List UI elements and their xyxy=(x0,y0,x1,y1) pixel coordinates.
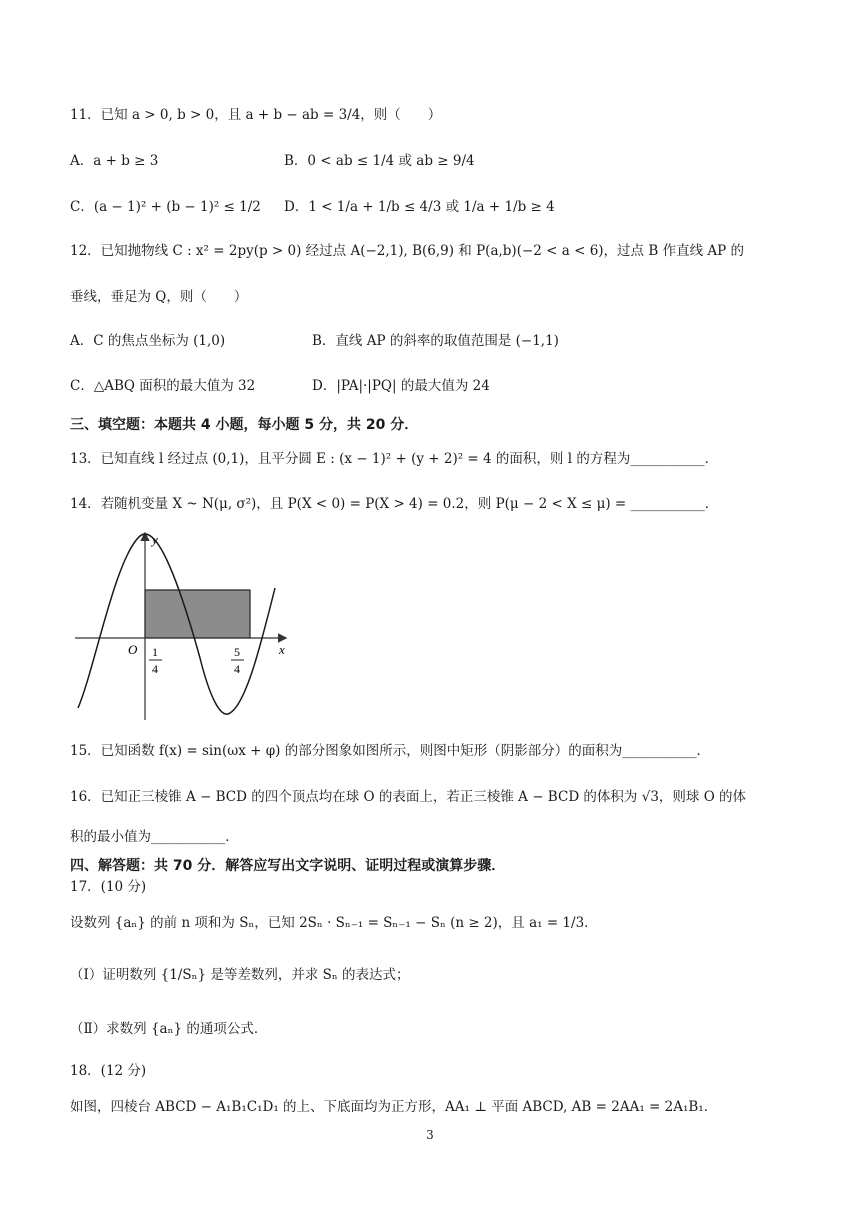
shaded-rectangle xyxy=(145,590,250,638)
page-number: 3 xyxy=(426,1128,434,1142)
origin-label: O xyxy=(128,642,138,657)
q12-stem-line2: 垂线，垂足为 Q，则（ ） xyxy=(70,289,248,305)
tick-five-quarters-numerator: 5 xyxy=(234,645,240,659)
x-axis-label: x xyxy=(279,642,285,657)
tick-quarter-denominator: 4 xyxy=(152,662,158,676)
q11-option-b: B．0 < ab ≤ 1/4 或 ab ≥ 9/4 xyxy=(284,153,475,169)
q12-option-d: D．|PA|·|PQ| 的最大值为 24 xyxy=(312,378,490,394)
section-fill-in-heading: 三、填空题：本题共 4 小题，每小题 5 分，共 20 分． xyxy=(70,417,419,433)
q11-option-d: D．1 < 1/a + 1/b ≤ 4/3 或 1/a + 1/b ≥ 4 xyxy=(284,199,555,215)
q16-line2: 积的最小值为___________． xyxy=(70,829,239,845)
q13-text: 13．已知直线 l 经过点 (0,1)，且平分圆 E : (x − 1)² + (y + 2)² = 4 的面积，则 l 的方程为___________． xyxy=(70,451,719,467)
q18-body: 如图，四棱台 ABCD − A₁B₁C₁D₁ 的上、下底面均为正方形，AA₁ ⊥ 平面 ABCD, AB = 2AA₁ = 2A₁B₁． xyxy=(70,1099,718,1115)
q12-option-a: A．C 的焦点坐标为 (1,0) xyxy=(70,333,226,349)
q16-line1: 16．已知正三棱锥 A − BCD 的四个顶点均在球 O 的表面上，若正三棱锥 A − BCD 的体积为 √3，则球 O 的体 xyxy=(70,789,747,805)
sine-graph-figure xyxy=(70,528,300,728)
q18-heading: 18．(12 分) xyxy=(70,1063,147,1079)
q11-option-c: C．(a − 1)² + (b − 1)² ≤ 1/2 xyxy=(70,199,261,215)
q14-text: 14．若随机变量 X ~ N(μ, σ²)，且 P(X < 0) = P(X > 4) = 0.2，则 P(μ − 2 < X ≤ μ) = ___________． xyxy=(70,496,719,512)
q11-option-a: A．a + b ≥ 3 xyxy=(70,153,159,169)
tick-five-quarters-denominator: 4 xyxy=(234,662,240,676)
q12-option-b: B．直线 AP 的斜率的取值范围是 (−1,1) xyxy=(312,333,559,349)
q15-text: 15．已知函数 f(x) = sin(ωx + φ) 的部分图象如图所示，则图中矩形（阴影部分）的面积为___________． xyxy=(70,743,710,759)
q17-heading: 17．(10 分) xyxy=(70,879,147,895)
q12-option-c: C．△ABQ 面积的最大值为 32 xyxy=(70,378,256,394)
q12-stem-line1: 12．已知抛物线 C : x² = 2py(p > 0) 经过点 A(−2,1), B(6,9) 和 P(a,b)(−2 < a < 6)，过点 B 作直线 AP 的 xyxy=(70,243,744,259)
q17-part2: （Ⅱ）求数列 {aₙ} 的通项公式． xyxy=(70,1021,268,1037)
q17-body: 设数列 {aₙ} 的前 n 项和为 Sₙ，已知 2Sₙ · Sₙ₋₁ = Sₙ₋₁ − Sₙ (n ≥ 2)，且 a₁ = 1/3． xyxy=(70,915,598,931)
q17-part1: （Ⅰ）证明数列 {1/Sₙ} 是等差数列，并求 Sₙ 的表达式； xyxy=(70,967,410,983)
section-solutions-heading: 四、解答题：共 70 分．解答应写出文字说明、证明过程或演算步骤． xyxy=(70,858,506,874)
q11-stem: 11．已知 a > 0, b > 0，且 a + b − ab = 3/4，则（ ） xyxy=(70,107,442,123)
tick-quarter-numerator: 1 xyxy=(152,645,158,659)
y-axis-label: y xyxy=(152,532,158,547)
